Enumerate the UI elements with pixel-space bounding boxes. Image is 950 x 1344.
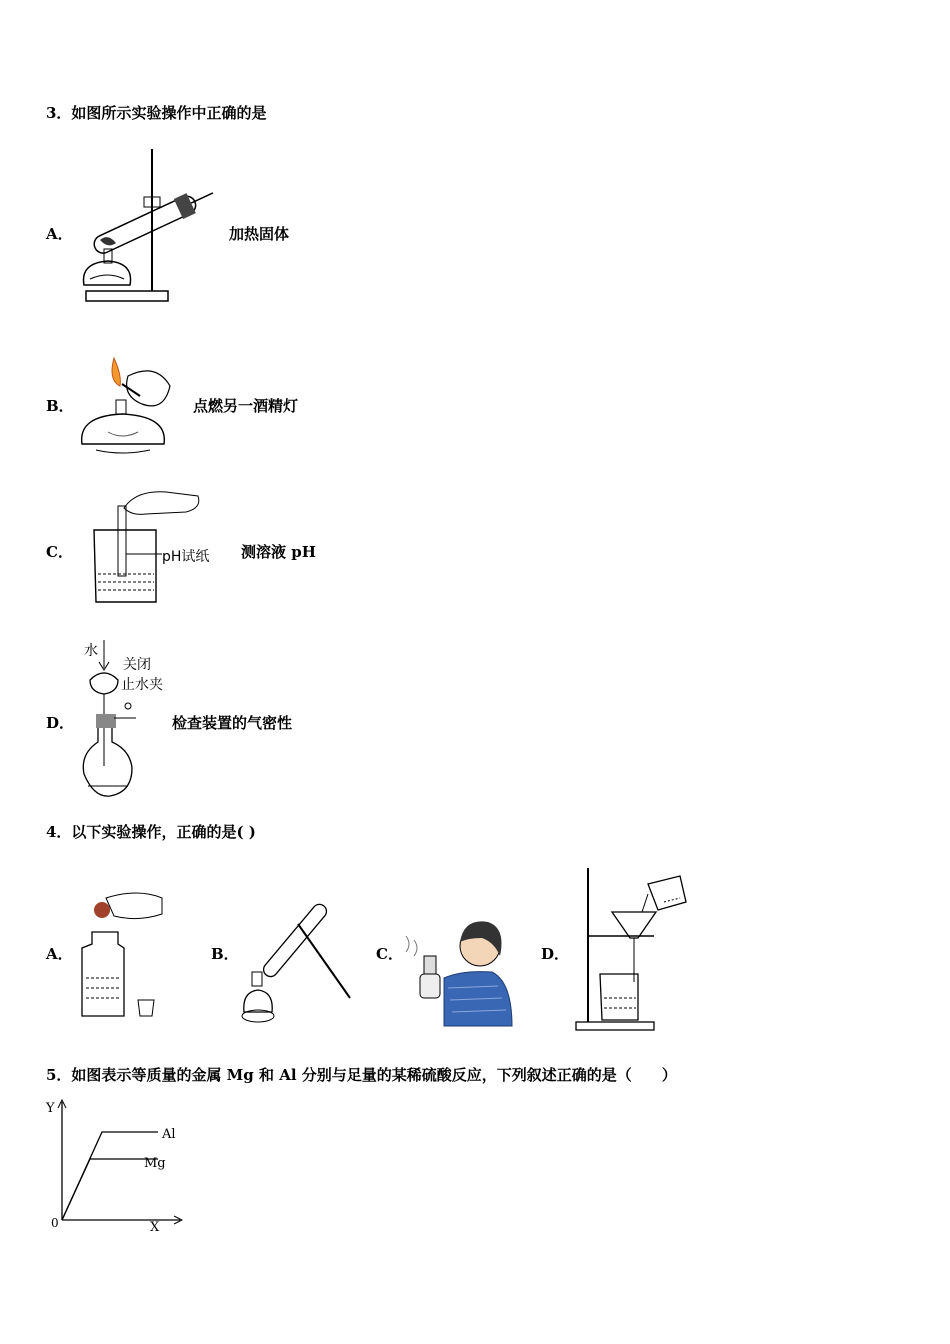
series-al-label: Al <box>162 1127 176 1142</box>
q3-option-d-caption: 检查装置的气密性 <box>172 714 293 732</box>
series-al-line <box>62 1132 158 1220</box>
q4-option-b-letter[interactable]: B． <box>211 945 239 963</box>
q4-option-d-filtration-figure <box>572 864 696 1034</box>
q3-option-c-ph-paper-label: pH试纸 <box>162 549 210 565</box>
q4-option-b-heating-tube-figure <box>240 888 360 1030</box>
series-mg-label: Mg <box>144 1156 166 1171</box>
q3-option-c-caption: 测溶液 pH <box>241 543 316 561</box>
q3-option-a-heating-solid-figure <box>78 145 218 307</box>
question-5-stem: 5．如图表示等质量的金属 Mg 和 Al 分别与足量的某稀硫酸反应，下列叙述正确的是（ ） <box>46 1066 677 1084</box>
q3-option-a-letter[interactable]: A． <box>46 225 73 243</box>
q4-option-a-letter[interactable]: A． <box>46 945 73 963</box>
origin-label: 0 <box>51 1216 59 1230</box>
q5-chart <box>40 1092 200 1238</box>
q3-option-d-airtightness-figure <box>80 636 150 802</box>
q3-option-a-caption: 加热固体 <box>229 225 290 243</box>
q3-option-b-letter[interactable]: B． <box>46 397 74 415</box>
q3-option-d-letter[interactable]: D． <box>46 714 75 732</box>
q3-option-d-close-label: 关闭 <box>123 657 151 673</box>
question-3-stem: 3．如图所示实验操作中正确的是 <box>46 104 267 122</box>
q3-option-d-water-label: 水 <box>84 643 98 659</box>
q3-option-b-lamp-lighting-figure <box>78 352 178 456</box>
q4-option-c-smelling-figure <box>402 916 518 1030</box>
q4-option-a-bottle-figure <box>78 888 168 1022</box>
q3-option-c-letter[interactable]: C． <box>46 543 73 561</box>
y-axis-label: Y <box>46 1101 55 1116</box>
question-4-stem: 4．以下实验操作，正确的是( ) <box>46 823 256 841</box>
q3-option-b-caption: 点燃另一酒精灯 <box>193 397 299 415</box>
q4-option-d-letter[interactable]: D． <box>541 945 570 963</box>
q3-option-d-clamp-label: 止水夹 <box>121 677 163 693</box>
q4-option-c-letter[interactable]: C． <box>376 945 403 963</box>
x-axis-label: X <box>150 1220 160 1235</box>
